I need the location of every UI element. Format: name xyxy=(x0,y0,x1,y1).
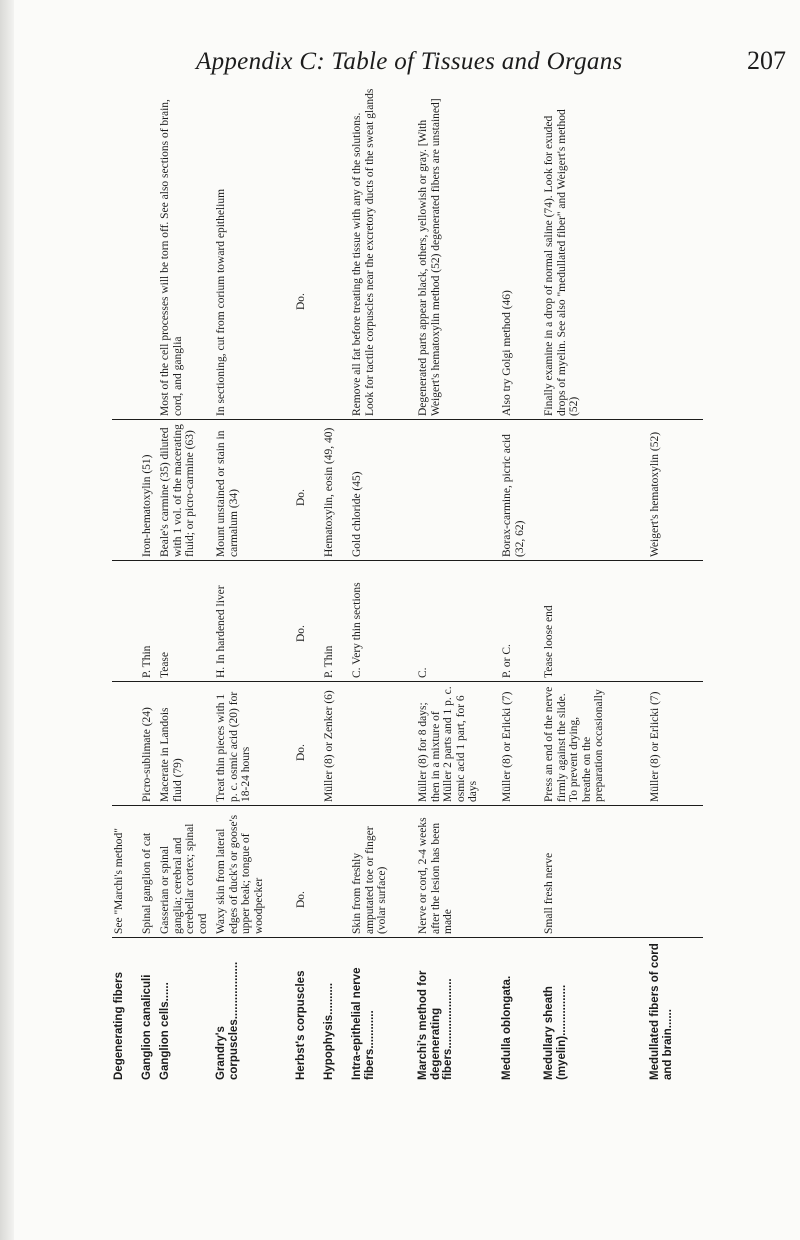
fixing-cell: Macerate in Landois fluid (79) xyxy=(159,707,184,802)
hardening-cell: C. xyxy=(417,667,429,678)
source-cell: Spinal ganglion of cat xyxy=(141,832,153,934)
tissue-table xyxy=(112,84,703,1084)
staining-cell: Beale's carmine (35) diluted with 1 vol. of the macerating fluid; or picro-carmine (63) xyxy=(159,424,196,557)
remarks-cell: In sectioning, cut from corium toward epithelium xyxy=(215,188,227,416)
hardening-cell: Tease xyxy=(159,651,171,678)
organ-cell: Hypophysis.......... xyxy=(323,982,335,1080)
source-cell: Waxy skin from lateral edges of duck's or goose's upper beak; tongue of woodpecker xyxy=(215,814,265,934)
table-row xyxy=(294,84,322,1084)
source-cell: Do. xyxy=(295,891,307,908)
staining-cell xyxy=(112,420,140,561)
page-header xyxy=(0,44,800,84)
staining-cell: Hematoxylin, eosin (49, 40) xyxy=(323,427,335,557)
organ-cell: Grandry's corpuscles.................. xyxy=(215,961,240,1080)
source-cell xyxy=(322,806,350,938)
fixing-cell: Müller (8) or Erlicki (7) xyxy=(649,691,661,802)
table-row xyxy=(500,84,542,1084)
table-row xyxy=(322,84,350,1084)
hardening-cell: P. or C. xyxy=(501,644,513,678)
organ-cell: Marchi's method for degenerating fibers...................... xyxy=(417,970,454,1080)
table-row xyxy=(158,84,214,1084)
remarks-cell xyxy=(648,84,703,420)
remarks-cell xyxy=(112,84,140,420)
organ-cell: Medullary sheath (myelin)................ xyxy=(543,984,568,1080)
table-row xyxy=(140,84,158,1084)
remarks-cell: Also try Golgi method (46) xyxy=(501,290,513,416)
table-row xyxy=(112,84,140,1084)
remarks-cell: Do. xyxy=(295,293,307,310)
remarks-cell: Degenerated parts appear black, others, yellowish or gray. [With Weigert's hematoxylin method (52) degenerated fibers are unstained] xyxy=(417,98,442,416)
remarks-cell: Finally examine in a drop of normal saline (74). Look for exuded drops of myelin. See also "medullated fiber" and Weigert's method (52) xyxy=(543,109,580,416)
organ-cell: Herbst's corpuscles xyxy=(295,970,307,1080)
table-row xyxy=(542,84,648,1084)
table-row xyxy=(214,84,294,1084)
staining-cell: Do. xyxy=(295,489,307,506)
hardening-cell: C. Very thin sections xyxy=(351,582,363,678)
staining-cell: Weigert's hematoxylin (52) xyxy=(649,431,661,557)
fixing-cell xyxy=(350,682,416,806)
fixing-cell: Müller (8) for 8 days; then in a mixture of Müller 2 parts and 1 p. c. osmic acid 1 part, for 6 days xyxy=(417,686,479,802)
fixing-cell: Müller (8) or Erlicki (7) xyxy=(501,691,513,802)
page-number: 207 xyxy=(747,46,786,75)
organ-cell: Medulla oblongata. xyxy=(501,975,513,1080)
remarks-cell: Remove all fat before treating the tissue with any of the solutions. Look for tactile corpuscles near the excretory ducts of the sweat glands xyxy=(351,88,376,416)
source-cell xyxy=(648,806,703,938)
fixing-cell: Müller (8) or Zenker (6) xyxy=(323,690,335,802)
source-cell: Gasserian or spinal ganglia; cerebral and cerebellar cortex; spinal cord xyxy=(159,823,209,934)
staining-cell: Mount unstained or stain in carmalum (34) xyxy=(215,430,240,557)
fixing-cell: Press an end of the nerve firmly against the slide. To prevent drying, breathe on the preparation occasionally xyxy=(543,686,605,802)
organ-cell: Ganglion cells...... xyxy=(159,982,171,1080)
running-title: Appendix C: Table of Tissues and Organs xyxy=(196,48,623,75)
source-cell: See "Marchi's method" xyxy=(113,828,125,934)
staining-cell: Gold chloride (45) xyxy=(351,471,363,557)
page-binding-shadow xyxy=(0,0,14,1240)
hardening-cell: P. Thin xyxy=(323,645,335,678)
organ-cell: Medullated fibers of cord and brain...... xyxy=(649,943,674,1080)
remarks-cell xyxy=(322,84,350,420)
source-cell: Nerve or cord, 2-4 weeks after the lesion has been made xyxy=(417,817,454,934)
hardening-cell xyxy=(112,561,140,682)
hardening-cell: Do. xyxy=(295,625,307,642)
hardening-cell: P. Thin xyxy=(141,645,153,678)
source-cell xyxy=(500,806,542,938)
tissue-table-rotated xyxy=(112,84,703,1084)
fixing-cell: Treat thin pieces with 1 p. c. osmic acid (20) for 18-24 hours xyxy=(215,691,252,802)
table-row xyxy=(350,84,416,1084)
source-cell: Small fresh nerve xyxy=(543,852,555,934)
staining-cell xyxy=(416,420,500,561)
fixing-cell: Do. xyxy=(295,744,307,761)
organ-cell: Intra-epithelial nerve fibers............ xyxy=(351,967,376,1080)
table-row xyxy=(648,84,703,1084)
hardening-cell: H. In hardened liver xyxy=(215,585,227,678)
fixing-cell xyxy=(112,682,140,806)
staining-cell: Iron-hematoxylin (51) xyxy=(141,454,153,557)
organ-cell: Ganglion canaliculi xyxy=(141,974,153,1080)
remarks-cell: Most of the cell processes will be torn off. See also sections of brain, cord, and ganglia xyxy=(159,99,184,416)
staining-cell: Borax-carmine, picric acid (32, 62) xyxy=(501,434,526,557)
organ-cell: Degenerating fibers xyxy=(113,972,125,1080)
source-cell: Skin from freshly amputated toe or finger (volar surface) xyxy=(351,826,388,934)
staining-cell xyxy=(542,420,648,561)
table-row xyxy=(416,84,500,1084)
remarks-cell xyxy=(140,84,158,420)
fixing-cell: Picro-sublimate (24) xyxy=(141,707,153,802)
hardening-cell: Tease loose end xyxy=(543,605,555,678)
hardening-cell xyxy=(648,561,703,682)
